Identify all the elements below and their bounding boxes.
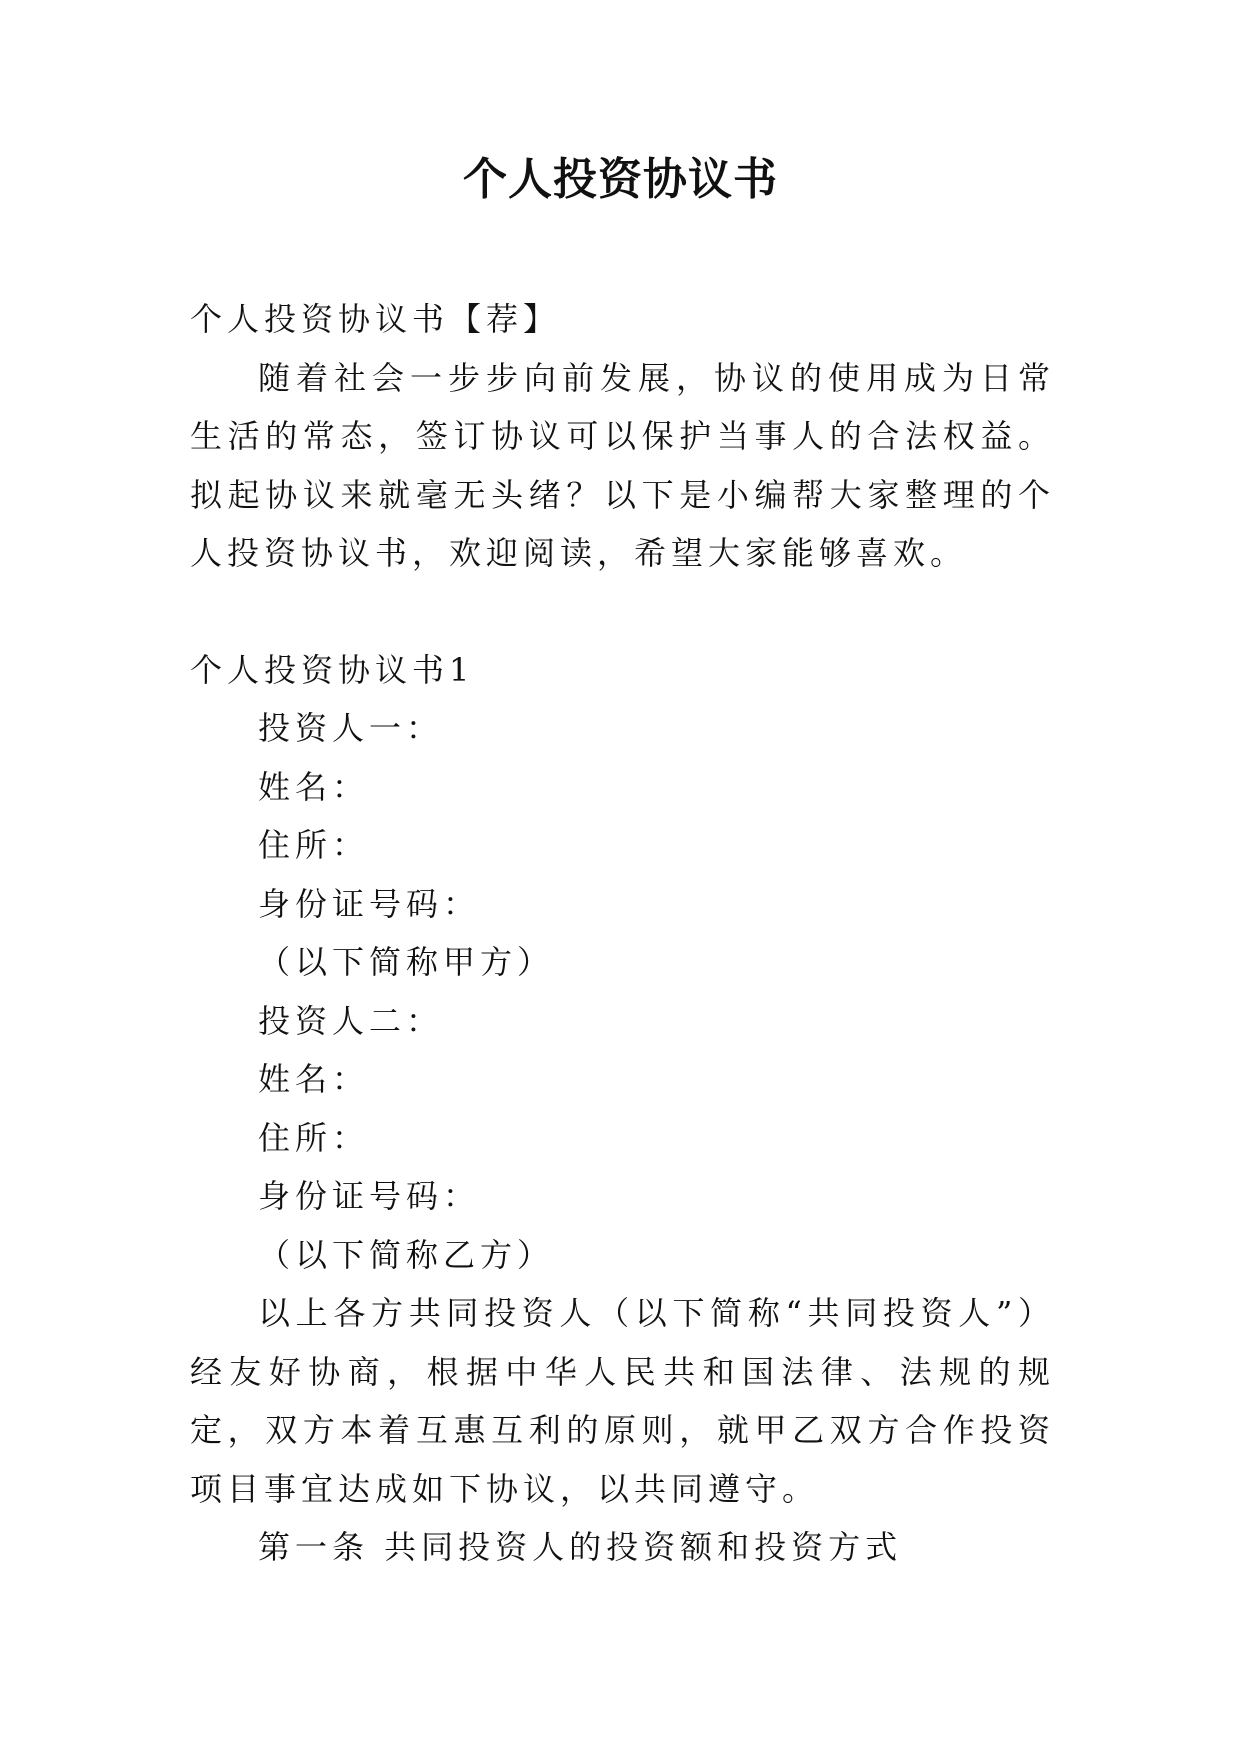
investor-one-name-field: 姓名： xyxy=(258,767,370,806)
intro-paragraph: 随着社会一步步向前发展，协议的使用成为日常生活的常态，签订协议可以保护当事人的合法权益。拟起协议来就毫无头绪？以下是小编帮大家整理的个人投资协议书，欢迎阅读，希望大家能够喜欢。 xyxy=(190,358,1055,572)
article-one-heading: 第一条 共同投资人的投资额和投资方式 xyxy=(258,1528,903,1566)
preamble-paragraph: 以上各方共同投资人（以下简称“共同投资人”）经友好协商，根据中华人民共和国法律、法规的规定，双方本着互惠互利的原则，就甲乙双方合作投资项目事宜达成如下协议，以共同遵守。 xyxy=(190,1294,1055,1508)
investor-two-address-field: 住所： xyxy=(258,1118,370,1157)
investor-two-name-field: 姓名： xyxy=(258,1060,370,1098)
document-body xyxy=(190,290,1055,1577)
investor-one-address-field: 住所： xyxy=(258,826,370,864)
investor-one-id-field: 身份证号码： xyxy=(258,884,481,923)
investor-one-label: 投资人一： xyxy=(258,709,444,747)
subtitle: 个人投资协议书【荐】 xyxy=(190,300,561,338)
investor-two-id-field: 身份证号码： xyxy=(258,1177,481,1215)
investor-one-alias: （以下简称甲方） xyxy=(258,943,555,981)
document-title: 个人投资协议书 xyxy=(463,154,778,205)
investor-two-label: 投资人二： xyxy=(258,1001,444,1040)
section-heading: 个人投资协议书1 xyxy=(190,650,475,689)
investor-two-alias: （以下简称乙方） xyxy=(258,1235,555,1274)
